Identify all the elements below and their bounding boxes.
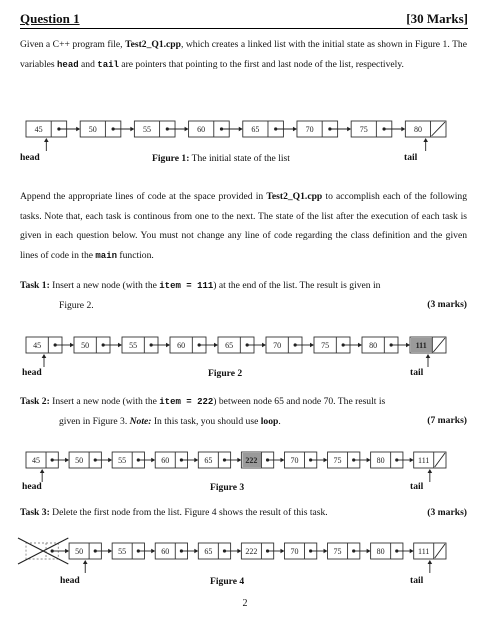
code-head: head bbox=[57, 59, 79, 70]
arrow-head bbox=[151, 458, 155, 462]
arrow-head bbox=[130, 127, 134, 131]
node-value: 80 bbox=[413, 125, 422, 135]
node-value: 111 bbox=[418, 456, 430, 466]
list-node bbox=[241, 543, 284, 559]
node-value: 60 bbox=[197, 125, 206, 135]
arrow-head bbox=[358, 343, 362, 347]
tail-pointer-head bbox=[423, 138, 428, 142]
list-node bbox=[284, 543, 327, 559]
list-node bbox=[155, 543, 198, 559]
node-value: 80 bbox=[369, 341, 378, 351]
figure-3-linked-list bbox=[0, 443, 490, 475]
arrow-head bbox=[214, 343, 218, 347]
node-value: 70 bbox=[273, 341, 282, 351]
head-pointer-head bbox=[83, 560, 88, 564]
list-node bbox=[414, 452, 446, 468]
figure-1-head-label: head bbox=[20, 152, 40, 163]
list-node bbox=[314, 337, 362, 353]
arrow-head bbox=[324, 458, 328, 462]
list-node bbox=[134, 121, 188, 137]
node-value: 60 bbox=[161, 456, 170, 466]
list-node bbox=[122, 337, 170, 353]
append-paragraph: Append the appropriate lines of code at the space provided in Test2_Q1.cpp to accomplish each of the following tasks. Note that, each task is continous from one to the next. The state of the list after the execution of each task is given in each question below. You must not change any line of code regarding the class definition and the given lines of code in the main function. bbox=[20, 191, 467, 261]
figure-1-tail-label: tail bbox=[404, 152, 418, 163]
node-value: 50 bbox=[75, 456, 84, 466]
head-pointer-head bbox=[40, 469, 45, 473]
code-tail: tail bbox=[97, 59, 119, 70]
list-node bbox=[170, 337, 218, 353]
list-node bbox=[414, 543, 446, 559]
list-node bbox=[410, 337, 446, 353]
node-value: 60 bbox=[177, 341, 186, 351]
node-value: 45 bbox=[32, 456, 41, 466]
node-value: 70 bbox=[305, 125, 314, 135]
node-value: 65 bbox=[225, 341, 234, 351]
code-main: main bbox=[95, 250, 118, 261]
arrow-head bbox=[118, 343, 122, 347]
node-value: 222 bbox=[245, 456, 258, 466]
node-value: 55 bbox=[142, 125, 151, 135]
list-node bbox=[26, 337, 74, 353]
head-pointer-head bbox=[42, 354, 47, 358]
node-value: 65 bbox=[251, 125, 260, 135]
list-node bbox=[198, 543, 241, 559]
figure-2-tail-label: tail bbox=[410, 367, 424, 378]
list-node bbox=[266, 337, 314, 353]
question-header bbox=[20, 10, 468, 29]
node-value: 80 bbox=[376, 456, 385, 466]
figure-3-head-label: head bbox=[22, 481, 42, 492]
arrow-head bbox=[401, 127, 405, 131]
node-value: 50 bbox=[81, 341, 90, 351]
arrow-head bbox=[76, 127, 80, 131]
intro-paragraph: Given a C++ program file, Test2_Q1.cpp, which creates a linked list with the initial state as shown in Figure 1. The variables head and tail are pointers that pointing to the first and last node of the list, respectively. bbox=[20, 39, 467, 70]
list-node bbox=[328, 543, 371, 559]
arrow-head bbox=[65, 458, 69, 462]
arrow-head bbox=[310, 343, 314, 347]
arrow-head bbox=[347, 127, 351, 131]
task-1: Task 1: Insert a new node (with the item = 111) at the end of the list. The result is given in Figure 2. (3 marks) bbox=[20, 276, 467, 315]
list-node bbox=[371, 452, 414, 468]
node-value: 50 bbox=[88, 125, 97, 135]
node-value: 111 bbox=[418, 547, 430, 557]
arrow-head bbox=[151, 549, 155, 553]
figure-3-tail-label: tail bbox=[410, 481, 424, 492]
node-value: 60 bbox=[161, 547, 170, 557]
arrow-head bbox=[65, 549, 69, 553]
task-2-marks: (7 marks) bbox=[427, 415, 467, 426]
tail-pointer-head bbox=[428, 469, 433, 473]
list-node bbox=[69, 543, 112, 559]
question-title: Question 1 bbox=[20, 11, 80, 26]
figure-2-caption: Figure 2 bbox=[208, 368, 243, 379]
arrow-head bbox=[237, 549, 241, 553]
node-value: 75 bbox=[333, 547, 342, 557]
node-value: 222 bbox=[245, 547, 258, 557]
tail-pointer-head bbox=[428, 560, 433, 564]
arrow-head bbox=[239, 127, 243, 131]
figure-4-head-label: head bbox=[60, 575, 80, 586]
arrow-head bbox=[237, 458, 241, 462]
list-node bbox=[74, 337, 122, 353]
arrow-head bbox=[280, 458, 284, 462]
node-value: 75 bbox=[321, 341, 330, 351]
arrow-head bbox=[194, 549, 198, 553]
task-1-marks: (3 marks) bbox=[427, 299, 467, 310]
node-value: 70 bbox=[290, 456, 299, 466]
node-value: 65 bbox=[204, 547, 213, 557]
list-node bbox=[284, 452, 327, 468]
node-value: 75 bbox=[359, 125, 368, 135]
node-value: 80 bbox=[376, 547, 385, 557]
list-node bbox=[112, 543, 155, 559]
list-node bbox=[351, 121, 405, 137]
figure-2-linked-list bbox=[0, 328, 490, 360]
arrow-head bbox=[262, 343, 266, 347]
list-node bbox=[362, 337, 410, 353]
node-value: 65 bbox=[204, 456, 213, 466]
arrow-head bbox=[166, 343, 170, 347]
list-node bbox=[405, 121, 446, 137]
arrow-head bbox=[280, 549, 284, 553]
list-node bbox=[18, 538, 69, 564]
list-node bbox=[155, 452, 198, 468]
list-node bbox=[218, 337, 266, 353]
node-value: 45 bbox=[33, 341, 42, 351]
arrow-head bbox=[194, 458, 198, 462]
figure-4-caption: Figure 4 bbox=[210, 576, 245, 587]
list-node bbox=[112, 452, 155, 468]
list-node bbox=[198, 452, 241, 468]
page-number: 2 bbox=[242, 598, 248, 609]
file-name: Test2_Q1.cpp bbox=[266, 191, 323, 202]
node-box bbox=[405, 121, 446, 137]
task-3: Task 3: Delete the first node from the list. Figure 4 shows the result of this task. (3 marks) bbox=[20, 503, 467, 522]
head-pointer-head bbox=[44, 138, 49, 142]
list-node bbox=[80, 121, 134, 137]
arrow-head bbox=[367, 458, 371, 462]
node-value: 55 bbox=[118, 547, 127, 557]
node-value: 55 bbox=[129, 341, 138, 351]
node-value: 55 bbox=[118, 456, 127, 466]
arrow-head bbox=[108, 549, 112, 553]
question-marks: [30 Marks] bbox=[406, 11, 468, 26]
list-node bbox=[26, 121, 80, 137]
arrow-head bbox=[293, 127, 297, 131]
arrow-head bbox=[367, 549, 371, 553]
list-node bbox=[328, 452, 371, 468]
tail-pointer-head bbox=[426, 354, 431, 358]
node-value: 75 bbox=[333, 456, 342, 466]
figure-4-linked-list bbox=[0, 534, 490, 566]
list-node bbox=[243, 121, 297, 137]
arrow-head bbox=[410, 458, 414, 462]
file-name: Test2_Q1.cpp bbox=[125, 39, 181, 50]
arrow-head bbox=[410, 549, 414, 553]
node-value: 70 bbox=[290, 547, 299, 557]
task-3-marks: (3 marks) bbox=[427, 507, 467, 518]
list-node bbox=[26, 452, 69, 468]
figure-2-head-label: head bbox=[22, 367, 42, 378]
node-value: 111 bbox=[415, 341, 427, 351]
arrow-head bbox=[185, 127, 189, 131]
node-value: 45 bbox=[34, 125, 43, 135]
figure-3-caption: Figure 3 bbox=[210, 482, 245, 493]
list-node bbox=[297, 121, 351, 137]
arrow-head bbox=[70, 343, 74, 347]
figure-1-linked-list bbox=[0, 112, 490, 144]
arrow-head bbox=[324, 549, 328, 553]
list-node bbox=[241, 452, 284, 468]
list-node bbox=[189, 121, 243, 137]
figure-4-tail-label: tail bbox=[410, 575, 424, 586]
figure-1-caption: Figure 1: The initial state of the list bbox=[152, 153, 290, 164]
arrow-head bbox=[406, 343, 410, 347]
node-value: 50 bbox=[75, 547, 84, 557]
list-node bbox=[69, 452, 112, 468]
arrow-head bbox=[108, 458, 112, 462]
list-node bbox=[371, 543, 414, 559]
task-2: Task 2: Insert a new node (with the item = 222) between node 65 and node 70. The result is given in Figure 3. Note: In this task, you should use loop. (7 marks) bbox=[20, 392, 467, 431]
